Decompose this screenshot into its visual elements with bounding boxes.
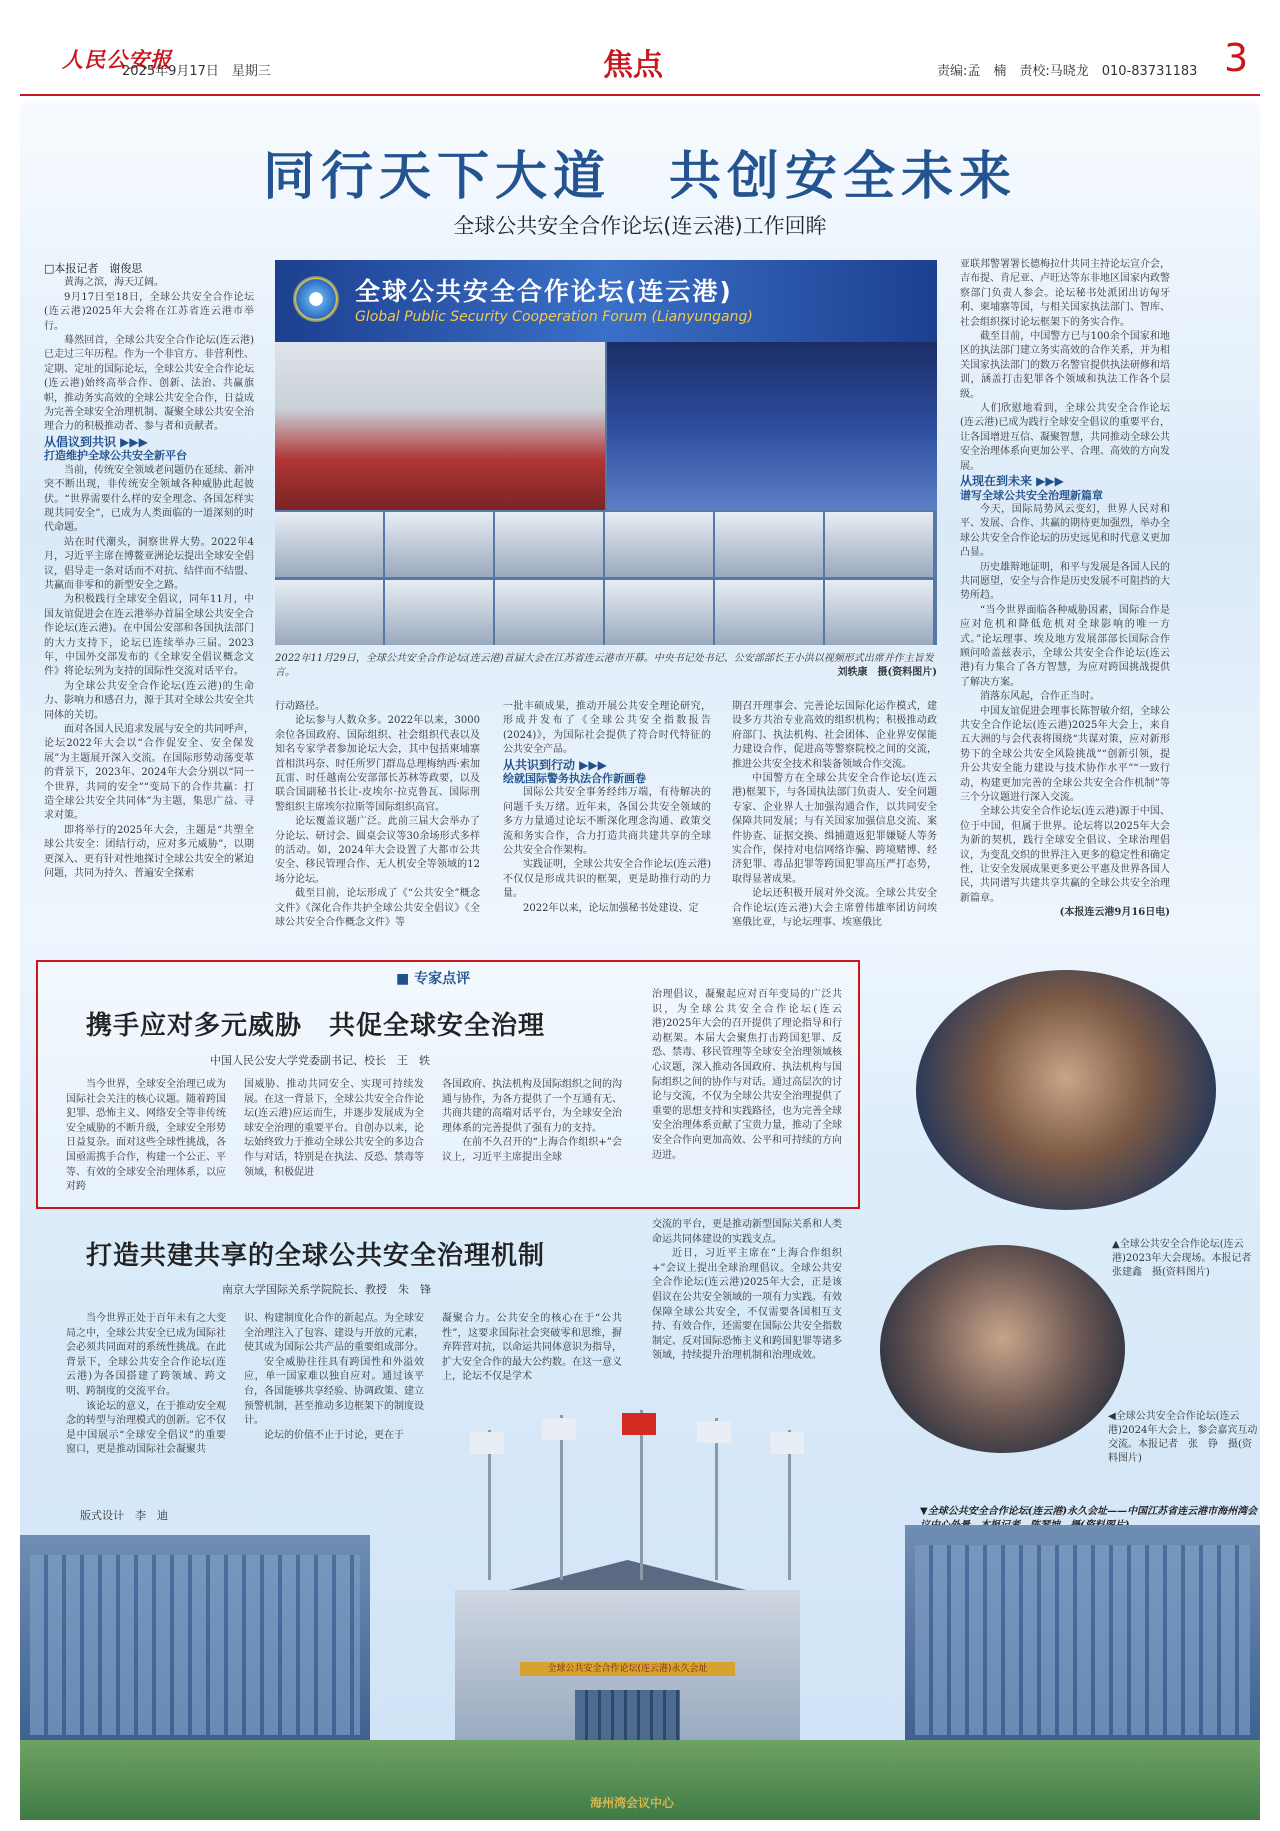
header-rule <box>20 94 1260 96</box>
photo-caption-2024: ◀全球公共安全合作论坛(连云港)2024年大会上，参会嘉宾互动交流。本报记者 张 铮 摄(资料图片) <box>1108 1411 1258 1464</box>
article-dateline: (本报连云港9月16日电) <box>1059 907 1170 919</box>
photo-2023-conference <box>916 970 1216 1210</box>
forum-banner <box>275 260 937 342</box>
editor-info: 责编:孟 楠 责校:马晓龙 010-83731183 <box>937 64 1198 79</box>
flag-red <box>622 1413 656 1435</box>
expert-comment-2-col-3: 凝聚合力。公共安全的核心在于“公共性”，这要求国际社会突破零和思维，摒弃阵营对抗，以命运共同体意识为指导，扩大安全合作的最大公约数。在这一意义上，论坛不仅是学术 <box>442 1313 622 1383</box>
photo-caption-venue: ▼全球公共安全合作论坛(连云港)永久会址——中国江苏省连云港市海州湾会 <box>920 1506 1258 1517</box>
hall-sign: 全球公共安全合作论坛(连云港)永久会址 <box>520 1662 735 1676</box>
expert-comment-col-2: 国威胁、推动共同安全、实现可持续发展。在这一背景下，全球公共安全合作论坛(连云港)应运而生，并逐步发展成为全球安全治理的重要平台。自创办以来，论坛始终致力于推动全球公共安全的多边合作与对话，特别是在执法、反恐、禁毒等领域，积极促进 <box>244 1079 424 1178</box>
photo-conference-hall <box>607 342 937 510</box>
section-subheading-3: 谱写全球公共安全治理新篇章 <box>960 488 1103 502</box>
expert-comment-2-col-2: 识、构建制度化合作的新起点。为全球安全治理注入了包容、建设与开放的元素，使其成为国际公共产品的重要组成部分。 安全威胁往往具有跨国性和外溢效应，单一国家难以独自应对。通过该平台，各国能够共享经验、协调政策、建立预警机制，甚至推动多边框架下的制度设计。 论坛的价值不止于讨论，更在于 <box>244 1313 424 1441</box>
flag-white <box>470 1432 504 1454</box>
article-column-3: 一批丰硕成果，推动开展公共安全理论研究，形成并发布了《全球公共安全指数报告(2024)》，为国际社会提供了符合时代特征的公共安全产品。 从共识到行动 ▶▶▶ 绘就国际警务执法合作新画卷 国际公共安全事务经纬万端，有待解决的问题千头万绪。近年来，各国公共安全领域的多方力量通过论坛不断深化理念沟通、政策交流和务实合作，合力打造共商共建共享的全球公共安全合作架构。 实践证明，全球公共安全合作论坛(连云港)不仅仅是形成共识的框架，更是助推行动的力量。 2022年以来，论坛加强秘书处建设、定 <box>503 701 711 914</box>
expert-comment-author: 中国人民公安大学党委副书记、校长 王 轶 <box>210 1054 430 1067</box>
venue-name: 海州湾会议中心 <box>590 1796 675 1810</box>
section-heading-3: 从现在到未来 ▶▶▶ <box>960 474 1064 489</box>
forum-title-cn: 全球公共安全合作论坛(连云港) <box>355 277 733 306</box>
photo-2024-exchange <box>880 1245 1125 1453</box>
photo-video-grid <box>275 512 937 645</box>
expert-comment-col-3: 各国政府、执法机构及国际组织之间的沟通与协作，为各方提供了一个互通有无、共商共建的高端对话平台，为全球安全治理体系的完善提供了强有力的支持。 在前不久召开的“上海合作组织+”会议上，习近平主席提出全球 <box>442 1079 622 1163</box>
section-heading-2: 从共识到行动 ▶▶▶ <box>503 757 607 772</box>
page-subheadline: 全球公共安全合作论坛(连云港)工作回眸 <box>453 214 827 238</box>
photo-caption-2023: ▲全球公共安全合作论坛(连云港)2023年大会现场。本报记者 张建鑫 摄(资料图片) <box>1112 1239 1262 1278</box>
section-name: 焦点 <box>603 48 663 83</box>
article-byline: □本报记者 谢俊思 <box>44 262 143 275</box>
section-subheading-1: 打造维护全球公共安全新平台 <box>44 449 187 463</box>
expert-comment-2-col-1: 当今世界正处于百年未有之大变局之中，全球公共安全已成为国际社会必须共同面对的系统性挑战。在此背景下，全球公共安全合作论坛(连云港)为各国搭建了跨领域、跨文明、跨制度的交流平台。 该论坛的意义，在于推动安全观念的转型与治理模式的创新。它不仅是中国展示“全球安全倡议”的重要窗口，更是推动国际社会凝聚共 <box>66 1313 226 1456</box>
newspaper-logo: 人民公安报 <box>62 47 172 72</box>
flag-white <box>697 1421 731 1443</box>
section-heading-1: 从倡议到共识 ▶▶▶ <box>44 434 148 449</box>
layout-designer: 版式设计 李 迪 <box>80 1509 168 1522</box>
issue-date: 2025年9月17日 星期三 <box>122 64 271 79</box>
photo-video-speech <box>275 342 605 510</box>
section-subheading-2: 绘就国际警务执法合作新画卷 <box>503 772 646 786</box>
flagpole <box>640 1410 643 1580</box>
article-column-2: 行动路径。 论坛参与人数众多。2022年以来，3000余位各国政府、国际组织、社会组织代表以及知名专家学者参加论坛大会，其中包括柬埔寨首相洪玛奈、时任所罗门群岛总理梅纳西·索加瓦雷、时任越南公安部部长苏林等政要，以及联合国副秘书长让-皮埃尔·拉克鲁瓦、国际刑警组织主席埃尔拉斯等国际组织高官。 论坛覆盖议题广泛。此前三届大会举办了分论坛、研讨会、圆桌会议等30余场形式多样的活动。如，2024年大会设置了大都市公共安全、移民管理合作、无人机安全等领域的12场分论坛。 截至目前，论坛形成了《“公共安全”概念文件》《深化合作共护全球公共安全倡议》《全球公共安全合作概念文件》等 <box>275 701 480 929</box>
expert-comment-title: 携手应对多元威胁 共促全球安全治理 <box>86 1011 546 1041</box>
expert-comment-col-4: 治理倡议，凝聚起应对百年变局的广泛共识，为全球公共安全合作论坛(连云港)2025年大会的召开提供了理论指导和行动框架。本届大会聚焦打击跨国犯罪、反恐、禁毒、移民管理等全球安全治理领域核心议题，深入推动各国政府、执法机构与国际组织之间的协作与对话。通过高层次的讨论与交流，不仅为全球公共安全治理提供了重要的思想支持和实践路径，也为完善全球安全治理体系贡献了宝贵力量，推动了全球安全合作向更加高效、公平和可持续的方向迈进。 <box>652 989 842 1161</box>
main-photo-caption: 2022年11月29日，全球公共安全合作论坛(连云港)首届大会在江苏省连云港市开幕。中央书记处书记、公安部部长王小洪以视频形式出席并作主旨发言。 刘轶康 摄(资料图片) <box>275 653 937 678</box>
right-building <box>905 1525 1260 1750</box>
article-column-1: □本报记者 谢俊思 黄海之滨，海天辽阔。 9月17日至18日，全球公共安全合作论坛(连云港)2025年大会将在江苏省连云港市举行。 蓦然回首，全球公共安全合作论坛(连云港)已走过三年历程。作为一个非官方、非营利性、定期、定址的国际论坛，全球公共安全合作论坛(连云港)始终高举合作、创新、法治、共赢旗帜，推动务实高效的全球公共安全合作，日益成为完善全球安全治理机制、凝聚全球公共安全治理合力的积极推动者、参与者和贡献者。 从倡议到共识 ▶▶▶ 打造维护全球公共安全新平台 当前，传统安全领域老问题仍在延续、新冲突不断出现，非传统安全领域各种威胁此起彼伏。“世界需要什么样的安全理念、各国怎样实现共同安全”，已成为人类面临的一道深刻的时代命题。 站在时代潮头，洞察世界大势。2022年4月，习近平主席在博鳌亚洲论坛提出全球安全倡议，倡导走一条对话而不对抗、结伴而不结盟、共赢而非零和的新型安全之路。 为积极践行全球安全倡议，同年11月，中国友谊促进会在连云港举办首届全球公共安全合作论坛(连云港)。在中国公安部和各国执法部门的大力支持下，论坛已连续举办三届。2023年，中国外交部发布的《全球安全倡议概念文件》将论坛列为支持的国际性交流对话平台。 为全球公共安全合作论坛(连云港)的生命力、影响力和感召力，源于其对全球公共安全共同体的关切。 面对各国人民追求发展与安全的共同呼声，论坛2022年大会以“合作促安全、安全保发展”为主题展开深入交流。在国际形势动荡变革的背景下，2023年、2024年大会分别以“同一个世界，共同的安全”“变局下的合作共赢：打造全球公共安全共同体”为主题，集思广益、寻求对策。 即将举行的2025年大会，主题是“共塑全球公共安全：团结行动，应对多元威胁”，以期更深入、更有针对性地探讨全球公共安全的紧迫问题，共同为持久、普遍安全探索 <box>44 262 254 880</box>
flag-white <box>542 1418 576 1440</box>
article-column-4: 期召开理事会、完善论坛国际化运作模式，建设多方共治专业高效的组织机构；积极推动政府部门、执法机构、社会团体、企业界安保能力建设合作，促进高等警察院校之间的交流，推进公共安全技术和装备领域合作交流。 中国警方在全球公共安全合作论坛(连云港)框架下，与各国执法部门负责人、安全问题专家、企业界人士加强沟通合作，以共同安全保障共同发展；与有关国家加强信息交流、案件协查、证据交换、缉捕遣返犯罪嫌疑人等务实合作，保持对电信网络诈骗、跨境赌博、经济犯罪、毒品犯罪等跨国犯罪高压严打态势，取得显著成果。 论坛还积极开展对外交流。全球公共安全合作论坛(连云港)大会主席曾伟雄率团访问埃塞俄比亚，与论坛理事、埃塞俄比 <box>732 701 937 929</box>
article-column-5: 亚联邦警署署长德梅拉什共同主持论坛宣介会，吉布提、肯尼亚、卢旺达等东非地区国家内政警察部门负责人参会。论坛秘书处派团出访匈牙利、柬埔寨等国，与相关国家执法部门、智库、社会组织探讨论坛框架下的务实合作。 截至目前，中国警方已与100余个国家和地区的执法部门建立务实高效的合作关系，并为相关国家执法部门的数万名警官提供执法研修和培训，涵盖打击犯罪各个领域和执法工作各个层级。 人们欣慰地看到，全球公共安全合作论坛(连云港)已成为践行全球安全倡议的重要平台，让各国增进互信、凝聚智慧，共同推动全球公共安全治理体系向更加公平、合理、高效的方向发展。 从现在到未来 ▶▶▶ 谱写全球公共安全治理新篇章 今天，国际局势风云变幻，世界人民对和平、发展、合作、共赢的期待更加强烈，举办全球公共安全合作论坛的历史远见和时代意义更加凸显。 历史雄辩地证明，和平与发展是各国人民的共同愿望，安全与合作是历史发展不可阻挡的大势所趋。 “当今世界面临各种威胁因素，国际合作是应对危机和降低危机对全球影响的唯一方式。”论坛理事、埃及地方发展部部长国际合作顾问哈盖兹表示，全球公共安全合作论坛(连云港)有力集合了各方智慧，为应对跨国挑战提供了解决方案。 消落东风起，合作正当时。 中国友谊促进会理事长陈智敏介绍，全球公共安全合作论坛(连云港)2025年大会上，来自五大洲的与会代表将围绕“共谋对策，应对新形势下的全球公共安全风险挑战”“创新引领，提升公共安全能力建设与技术协作水平”“一致行动，构建更加完善的全球公共安全合作机制”等三个分议题进行深入交流。 全球公共安全合作论坛(连云港)源于中国、位于中国，但属于世界。论坛将以2025年大会为新的契机，践行全球安全倡议、全球治理倡议，为变乱交织的世界注入更多的稳定性和确定性，让安全发展成果更多更公平惠及世界各国人民，共同谱写共建共享共赢的全球公共安全治理新篇章。 (本报连云港9月16日电) <box>960 258 1170 921</box>
left-building <box>20 1535 370 1750</box>
expert-comment-tag: ■ 专家点评 <box>396 971 471 987</box>
expert-comment-2-title: 打造共建共享的全球公共安全治理机制 <box>86 1241 546 1271</box>
forum-title-en: Global Public Security Cooperation Forum (Lianyungang) <box>355 309 753 325</box>
expert-comment-2-author: 南京大学国际关系学院院长、教授 朱 锋 <box>222 1283 431 1296</box>
flag-white <box>770 1432 804 1454</box>
forum-logo-icon <box>293 276 339 322</box>
page-headline: 同行天下大道 共创安全未来 <box>262 146 1017 207</box>
main-photo-credit: 刘轶康 摄(资料图片) <box>837 667 937 678</box>
expert-comment-col-1: 当今世界，全球安全治理已成为国际社会关注的核心议题。随着跨国犯罪、恐怖主义、网络安全等非传统安全威胁的不断升级，全球安全形势日益复杂。面对这些全球性挑战，各国亟需携手合作，构建一个公正、平等、有效的全球安全治理体系，以应对跨 <box>66 1079 226 1193</box>
expert-comment-2-col-4: 交流的平台，更是推动新型国际关系和人类命运共同体建设的实践支点。 近日，习近平主席在“上海合作组织+”会议上提出全球治理倡议。全球公共安全合作论坛(连云港)2025年大会，正是该倡议在公共安全领域的一项有力实践。有效保障全球公共安全，不仅需要各国相互支持、有效合作，还需要在国际公共安全指数制定、反对国际恐怖主义和跨国犯罪等诸多领域，持续提升治理机制和治理成效。 <box>652 1219 842 1362</box>
page-number: 3 <box>1224 36 1249 80</box>
main-photo <box>275 260 937 645</box>
